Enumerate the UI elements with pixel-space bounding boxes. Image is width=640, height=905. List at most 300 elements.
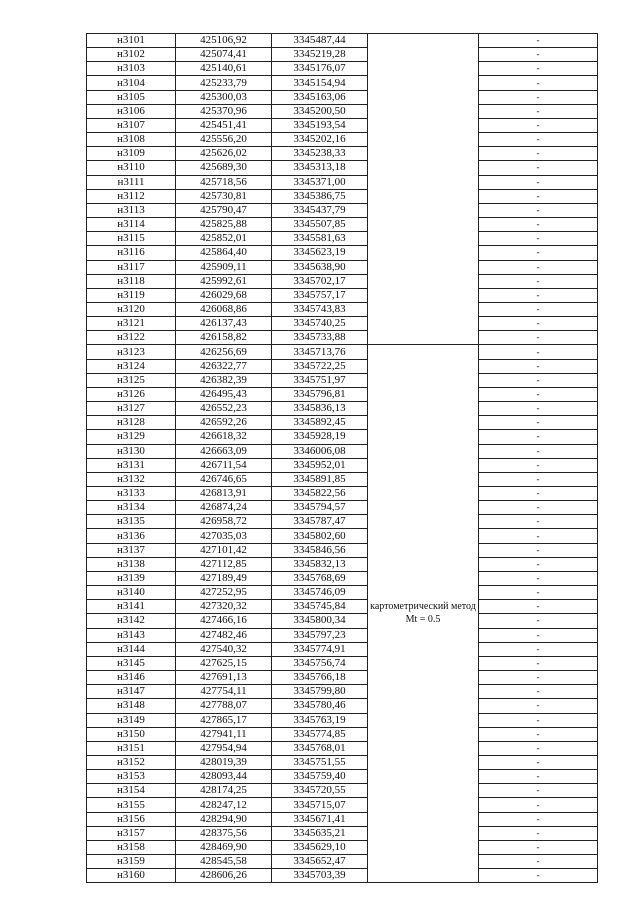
table-row — [87, 430, 598, 444]
point-id-cell: н3154 — [87, 784, 176, 798]
method-cell-empty — [368, 34, 479, 345]
table-row — [87, 755, 598, 769]
dash-cell: - — [479, 855, 598, 869]
x-coordinate-cell: 427482,46 — [176, 628, 272, 642]
x-coordinate-cell: 425140,61 — [176, 62, 272, 76]
y-coordinate-cell: 3345713,76 — [272, 345, 368, 359]
dash-cell: - — [479, 175, 598, 189]
y-coordinate-cell: 3345928,19 — [272, 430, 368, 444]
point-id-cell: н3132 — [87, 472, 176, 486]
y-coordinate-cell: 3345822,56 — [272, 487, 368, 501]
x-coordinate-cell: 426552,23 — [176, 402, 272, 416]
x-coordinate-cell: 425074,41 — [176, 48, 272, 62]
point-id-cell: н3102 — [87, 48, 176, 62]
y-coordinate-cell: 3345751,97 — [272, 373, 368, 387]
table-row — [87, 444, 598, 458]
y-coordinate-cell: 3345371,00 — [272, 175, 368, 189]
dash-cell: - — [479, 345, 598, 359]
point-id-cell: н3112 — [87, 189, 176, 203]
point-id-cell: н3153 — [87, 770, 176, 784]
x-coordinate-cell: 426618,32 — [176, 430, 272, 444]
point-id-cell: н3139 — [87, 571, 176, 585]
table-row — [87, 529, 598, 543]
point-id-cell: н3160 — [87, 869, 176, 883]
point-id-cell: н3143 — [87, 628, 176, 642]
x-coordinate-cell: 426495,43 — [176, 387, 272, 401]
table-row — [87, 90, 598, 104]
x-coordinate-cell: 426813,91 — [176, 487, 272, 501]
dash-cell: - — [479, 76, 598, 90]
y-coordinate-cell: 3345720,55 — [272, 784, 368, 798]
x-coordinate-cell: 425864,40 — [176, 246, 272, 260]
dash-cell: - — [479, 147, 598, 161]
point-id-cell: н3133 — [87, 487, 176, 501]
x-coordinate-cell: 428093,44 — [176, 770, 272, 784]
point-id-cell: н3135 — [87, 515, 176, 529]
y-coordinate-cell: 3345638,90 — [272, 260, 368, 274]
point-id-cell: н3142 — [87, 614, 176, 628]
y-coordinate-cell: 3345581,63 — [272, 232, 368, 246]
table-row — [87, 543, 598, 557]
point-id-cell: н3145 — [87, 656, 176, 670]
dash-cell: - — [479, 826, 598, 840]
dash-cell: - — [479, 501, 598, 515]
y-coordinate-cell: 3345774,85 — [272, 727, 368, 741]
dash-cell: - — [479, 798, 598, 812]
table-row — [87, 656, 598, 670]
x-coordinate-cell: 427189,49 — [176, 571, 272, 585]
point-id-cell: н3157 — [87, 826, 176, 840]
point-id-cell: н3127 — [87, 402, 176, 416]
point-id-cell: н3131 — [87, 458, 176, 472]
x-coordinate-cell: 426158,82 — [176, 331, 272, 345]
point-id-cell: н3101 — [87, 34, 176, 48]
x-coordinate-cell: 425852,01 — [176, 232, 272, 246]
point-id-cell: н3108 — [87, 133, 176, 147]
y-coordinate-cell: 3345671,41 — [272, 812, 368, 826]
y-coordinate-cell: 3345774,91 — [272, 642, 368, 656]
x-coordinate-cell: 427112,85 — [176, 557, 272, 571]
table-row — [87, 203, 598, 217]
point-id-cell: н3106 — [87, 104, 176, 118]
coordinates-table — [86, 33, 598, 883]
y-coordinate-cell: 3345623,19 — [272, 246, 368, 260]
y-coordinate-cell: 3345238,33 — [272, 147, 368, 161]
y-coordinate-cell: 3345757,17 — [272, 288, 368, 302]
point-id-cell: н3151 — [87, 741, 176, 755]
table-row — [87, 586, 598, 600]
y-coordinate-cell: 3345722,25 — [272, 359, 368, 373]
point-id-cell: н3129 — [87, 430, 176, 444]
x-coordinate-cell: 426874,24 — [176, 501, 272, 515]
table-row — [87, 713, 598, 727]
point-id-cell: н3111 — [87, 175, 176, 189]
y-coordinate-cell: 3345487,44 — [272, 34, 368, 48]
table-row — [87, 727, 598, 741]
y-coordinate-cell: 3345507,85 — [272, 218, 368, 232]
dash-cell: - — [479, 62, 598, 76]
table-row — [87, 501, 598, 515]
table-row — [87, 855, 598, 869]
x-coordinate-cell: 426592,26 — [176, 416, 272, 430]
dash-cell: - — [479, 472, 598, 486]
point-id-cell: н3152 — [87, 755, 176, 769]
point-id-cell: н3118 — [87, 274, 176, 288]
y-coordinate-cell: 3345702,17 — [272, 274, 368, 288]
table-row — [87, 34, 598, 48]
dash-cell: - — [479, 557, 598, 571]
dash-cell: - — [479, 586, 598, 600]
y-coordinate-cell: 3345743,83 — [272, 302, 368, 316]
dash-cell: - — [479, 260, 598, 274]
dash-cell: - — [479, 685, 598, 699]
x-coordinate-cell: 428294,90 — [176, 812, 272, 826]
point-id-cell: н3107 — [87, 118, 176, 132]
table-row — [87, 628, 598, 642]
table-row — [87, 317, 598, 331]
point-id-cell: н3103 — [87, 62, 176, 76]
y-coordinate-cell: 3345756,74 — [272, 656, 368, 670]
dash-cell: - — [479, 218, 598, 232]
y-coordinate-cell: 3345386,75 — [272, 189, 368, 203]
dash-cell: - — [479, 331, 598, 345]
y-coordinate-cell: 3345715,07 — [272, 798, 368, 812]
point-id-cell: н3136 — [87, 529, 176, 543]
y-coordinate-cell: 3345652,47 — [272, 855, 368, 869]
y-coordinate-cell: 3345154,94 — [272, 76, 368, 90]
table-row — [87, 218, 598, 232]
table-row — [87, 189, 598, 203]
dash-cell: - — [479, 104, 598, 118]
y-coordinate-cell: 3345787,47 — [272, 515, 368, 529]
table-row — [87, 147, 598, 161]
dash-cell: - — [479, 402, 598, 416]
x-coordinate-cell: 427941,11 — [176, 727, 272, 741]
point-id-cell: н3146 — [87, 671, 176, 685]
x-coordinate-cell: 428247,12 — [176, 798, 272, 812]
y-coordinate-cell: 3345952,01 — [272, 458, 368, 472]
x-coordinate-cell: 426137,43 — [176, 317, 272, 331]
y-coordinate-cell: 3345800,34 — [272, 614, 368, 628]
dash-cell: - — [479, 642, 598, 656]
x-coordinate-cell: 425730,81 — [176, 189, 272, 203]
dash-cell: - — [479, 699, 598, 713]
x-coordinate-cell: 428606,26 — [176, 869, 272, 883]
dash-cell: - — [479, 359, 598, 373]
x-coordinate-cell: 428469,90 — [176, 840, 272, 854]
table-row — [87, 288, 598, 302]
dash-cell: - — [479, 458, 598, 472]
dash-cell: - — [479, 317, 598, 331]
dash-cell: - — [479, 90, 598, 104]
dash-cell: - — [479, 529, 598, 543]
method-note-cell: картометрический метод Mt = 0.5 — [368, 345, 479, 883]
point-id-cell: н3134 — [87, 501, 176, 515]
x-coordinate-cell: 426068,86 — [176, 302, 272, 316]
y-coordinate-cell: 3345768,69 — [272, 571, 368, 585]
y-coordinate-cell: 3345780,46 — [272, 699, 368, 713]
y-coordinate-cell: 3345799,80 — [272, 685, 368, 699]
dash-cell: - — [479, 203, 598, 217]
point-id-cell: н3104 — [87, 76, 176, 90]
dash-cell: - — [479, 34, 598, 48]
dash-cell: - — [479, 302, 598, 316]
x-coordinate-cell: 425790,47 — [176, 203, 272, 217]
x-coordinate-cell: 425689,30 — [176, 161, 272, 175]
dash-cell: - — [479, 770, 598, 784]
x-coordinate-cell: 427788,07 — [176, 699, 272, 713]
y-coordinate-cell: 3345836,13 — [272, 402, 368, 416]
x-coordinate-cell: 427466,16 — [176, 614, 272, 628]
x-coordinate-cell: 428545,58 — [176, 855, 272, 869]
x-coordinate-cell: 425233,79 — [176, 76, 272, 90]
table-row — [87, 770, 598, 784]
point-id-cell: н3147 — [87, 685, 176, 699]
table-row — [87, 387, 598, 401]
x-coordinate-cell: 426382,39 — [176, 373, 272, 387]
table-row — [87, 699, 598, 713]
x-coordinate-cell: 427954,94 — [176, 741, 272, 755]
dash-cell: - — [479, 515, 598, 529]
dash-cell: - — [479, 444, 598, 458]
y-coordinate-cell: 3346006,08 — [272, 444, 368, 458]
dash-cell: - — [479, 614, 598, 628]
dash-cell: - — [479, 387, 598, 401]
point-id-cell: н3155 — [87, 798, 176, 812]
point-id-cell: н3141 — [87, 600, 176, 614]
y-coordinate-cell: 3345200,50 — [272, 104, 368, 118]
x-coordinate-cell: 427625,15 — [176, 656, 272, 670]
table-row — [87, 812, 598, 826]
table-row — [87, 614, 598, 628]
table-row — [87, 175, 598, 189]
y-coordinate-cell: 3345193,54 — [272, 118, 368, 132]
point-id-cell: н3120 — [87, 302, 176, 316]
x-coordinate-cell: 425626,02 — [176, 147, 272, 161]
point-id-cell: н3149 — [87, 713, 176, 727]
point-id-cell: н3148 — [87, 699, 176, 713]
point-id-cell: н3115 — [87, 232, 176, 246]
x-coordinate-cell: 428019,39 — [176, 755, 272, 769]
y-coordinate-cell: 3345703,39 — [272, 869, 368, 883]
point-id-cell: н3159 — [87, 855, 176, 869]
x-coordinate-cell: 426711,54 — [176, 458, 272, 472]
x-coordinate-cell: 425106,92 — [176, 34, 272, 48]
point-id-cell: н3126 — [87, 387, 176, 401]
y-coordinate-cell: 3345768,01 — [272, 741, 368, 755]
table-row — [87, 557, 598, 571]
x-coordinate-cell: 425300,03 — [176, 90, 272, 104]
point-id-cell: н3150 — [87, 727, 176, 741]
dash-cell: - — [479, 161, 598, 175]
table-row — [87, 600, 598, 614]
x-coordinate-cell: 426322,77 — [176, 359, 272, 373]
x-coordinate-cell: 426029,68 — [176, 288, 272, 302]
table-row — [87, 798, 598, 812]
x-coordinate-cell: 426958,72 — [176, 515, 272, 529]
dash-cell: - — [479, 416, 598, 430]
point-id-cell: н3156 — [87, 812, 176, 826]
y-coordinate-cell: 3345759,40 — [272, 770, 368, 784]
table-row — [87, 246, 598, 260]
x-coordinate-cell: 425556,20 — [176, 133, 272, 147]
y-coordinate-cell: 3345740,25 — [272, 317, 368, 331]
x-coordinate-cell: 426663,09 — [176, 444, 272, 458]
y-coordinate-cell: 3345437,79 — [272, 203, 368, 217]
y-coordinate-cell: 3345751,55 — [272, 755, 368, 769]
table-row — [87, 104, 598, 118]
x-coordinate-cell: 427691,13 — [176, 671, 272, 685]
x-coordinate-cell: 427865,17 — [176, 713, 272, 727]
table-row — [87, 62, 598, 76]
table-row — [87, 826, 598, 840]
y-coordinate-cell: 3345629,10 — [272, 840, 368, 854]
dash-cell: - — [479, 118, 598, 132]
table-row — [87, 373, 598, 387]
x-coordinate-cell: 426256,69 — [176, 345, 272, 359]
dash-cell: - — [479, 741, 598, 755]
y-coordinate-cell: 3345846,56 — [272, 543, 368, 557]
x-coordinate-cell: 425909,11 — [176, 260, 272, 274]
point-id-cell: н3122 — [87, 331, 176, 345]
table-row — [87, 642, 598, 656]
y-coordinate-cell: 3345219,28 — [272, 48, 368, 62]
table-row — [87, 840, 598, 854]
dash-cell: - — [479, 812, 598, 826]
table-row — [87, 232, 598, 246]
table-row — [87, 671, 598, 685]
table-row — [87, 515, 598, 529]
point-id-cell: н3116 — [87, 246, 176, 260]
x-coordinate-cell: 425992,61 — [176, 274, 272, 288]
table-row — [87, 472, 598, 486]
point-id-cell: н3123 — [87, 345, 176, 359]
point-id-cell: н3121 — [87, 317, 176, 331]
x-coordinate-cell: 427320,32 — [176, 600, 272, 614]
y-coordinate-cell: 3345745,84 — [272, 600, 368, 614]
x-coordinate-cell: 425451,41 — [176, 118, 272, 132]
y-coordinate-cell: 3345635,21 — [272, 826, 368, 840]
y-coordinate-cell: 3345832,13 — [272, 557, 368, 571]
y-coordinate-cell: 3345202,16 — [272, 133, 368, 147]
dash-cell: - — [479, 840, 598, 854]
table-row — [87, 161, 598, 175]
table-row — [87, 784, 598, 798]
x-coordinate-cell: 427101,42 — [176, 543, 272, 557]
dash-cell: - — [479, 671, 598, 685]
x-coordinate-cell: 427035,03 — [176, 529, 272, 543]
table-row — [87, 869, 598, 883]
table-row — [87, 359, 598, 373]
x-coordinate-cell: 428174,25 — [176, 784, 272, 798]
x-coordinate-cell: 425718,56 — [176, 175, 272, 189]
y-coordinate-cell: 3345176,07 — [272, 62, 368, 76]
table-row — [87, 685, 598, 699]
table-row — [87, 274, 598, 288]
table-row — [87, 345, 598, 359]
dash-cell: - — [479, 487, 598, 501]
dash-cell: - — [479, 869, 598, 883]
y-coordinate-cell: 3345891,85 — [272, 472, 368, 486]
table-row — [87, 487, 598, 501]
point-id-cell: н3105 — [87, 90, 176, 104]
y-coordinate-cell: 3345163,06 — [272, 90, 368, 104]
table-row — [87, 741, 598, 755]
point-id-cell: н3140 — [87, 586, 176, 600]
dash-cell: - — [479, 755, 598, 769]
point-id-cell: н3114 — [87, 218, 176, 232]
dash-cell: - — [479, 656, 598, 670]
dash-cell: - — [479, 713, 598, 727]
table-row — [87, 133, 598, 147]
y-coordinate-cell: 3345763,19 — [272, 713, 368, 727]
y-coordinate-cell: 3345892,45 — [272, 416, 368, 430]
dash-cell: - — [479, 189, 598, 203]
y-coordinate-cell: 3345313,18 — [272, 161, 368, 175]
point-id-cell: н3117 — [87, 260, 176, 274]
x-coordinate-cell: 427252,95 — [176, 586, 272, 600]
dash-cell: - — [479, 571, 598, 585]
dash-cell: - — [479, 784, 598, 798]
table-row — [87, 260, 598, 274]
dash-cell: - — [479, 274, 598, 288]
x-coordinate-cell: 428375,56 — [176, 826, 272, 840]
dash-cell: - — [479, 48, 598, 62]
x-coordinate-cell: 425370,96 — [176, 104, 272, 118]
dash-cell: - — [479, 628, 598, 642]
table-body — [87, 34, 598, 883]
y-coordinate-cell: 3345746,09 — [272, 586, 368, 600]
point-id-cell: н3138 — [87, 557, 176, 571]
table-row — [87, 458, 598, 472]
table-row — [87, 402, 598, 416]
table-row — [87, 571, 598, 585]
x-coordinate-cell: 427540,32 — [176, 642, 272, 656]
y-coordinate-cell: 3345797,23 — [272, 628, 368, 642]
dash-cell: - — [479, 373, 598, 387]
table-row — [87, 76, 598, 90]
x-coordinate-cell: 425825,88 — [176, 218, 272, 232]
table-row — [87, 48, 598, 62]
y-coordinate-cell: 3345794,57 — [272, 501, 368, 515]
y-coordinate-cell: 3345766,18 — [272, 671, 368, 685]
y-coordinate-cell: 3345802,60 — [272, 529, 368, 543]
dash-cell: - — [479, 288, 598, 302]
y-coordinate-cell: 3345733,88 — [272, 331, 368, 345]
dash-cell: - — [479, 430, 598, 444]
point-id-cell: н3130 — [87, 444, 176, 458]
dash-cell: - — [479, 133, 598, 147]
y-coordinate-cell: 3345796,81 — [272, 387, 368, 401]
table-row — [87, 118, 598, 132]
point-id-cell: н3144 — [87, 642, 176, 656]
dash-cell: - — [479, 600, 598, 614]
point-id-cell: н3119 — [87, 288, 176, 302]
point-id-cell: н3124 — [87, 359, 176, 373]
x-coordinate-cell: 427754,11 — [176, 685, 272, 699]
point-id-cell: н3110 — [87, 161, 176, 175]
table-row — [87, 302, 598, 316]
dash-cell: - — [479, 727, 598, 741]
table-row — [87, 331, 598, 345]
dash-cell: - — [479, 543, 598, 557]
point-id-cell: н3109 — [87, 147, 176, 161]
point-id-cell: н3137 — [87, 543, 176, 557]
dash-cell: - — [479, 246, 598, 260]
point-id-cell: н3125 — [87, 373, 176, 387]
table-row — [87, 416, 598, 430]
x-coordinate-cell: 426746,65 — [176, 472, 272, 486]
